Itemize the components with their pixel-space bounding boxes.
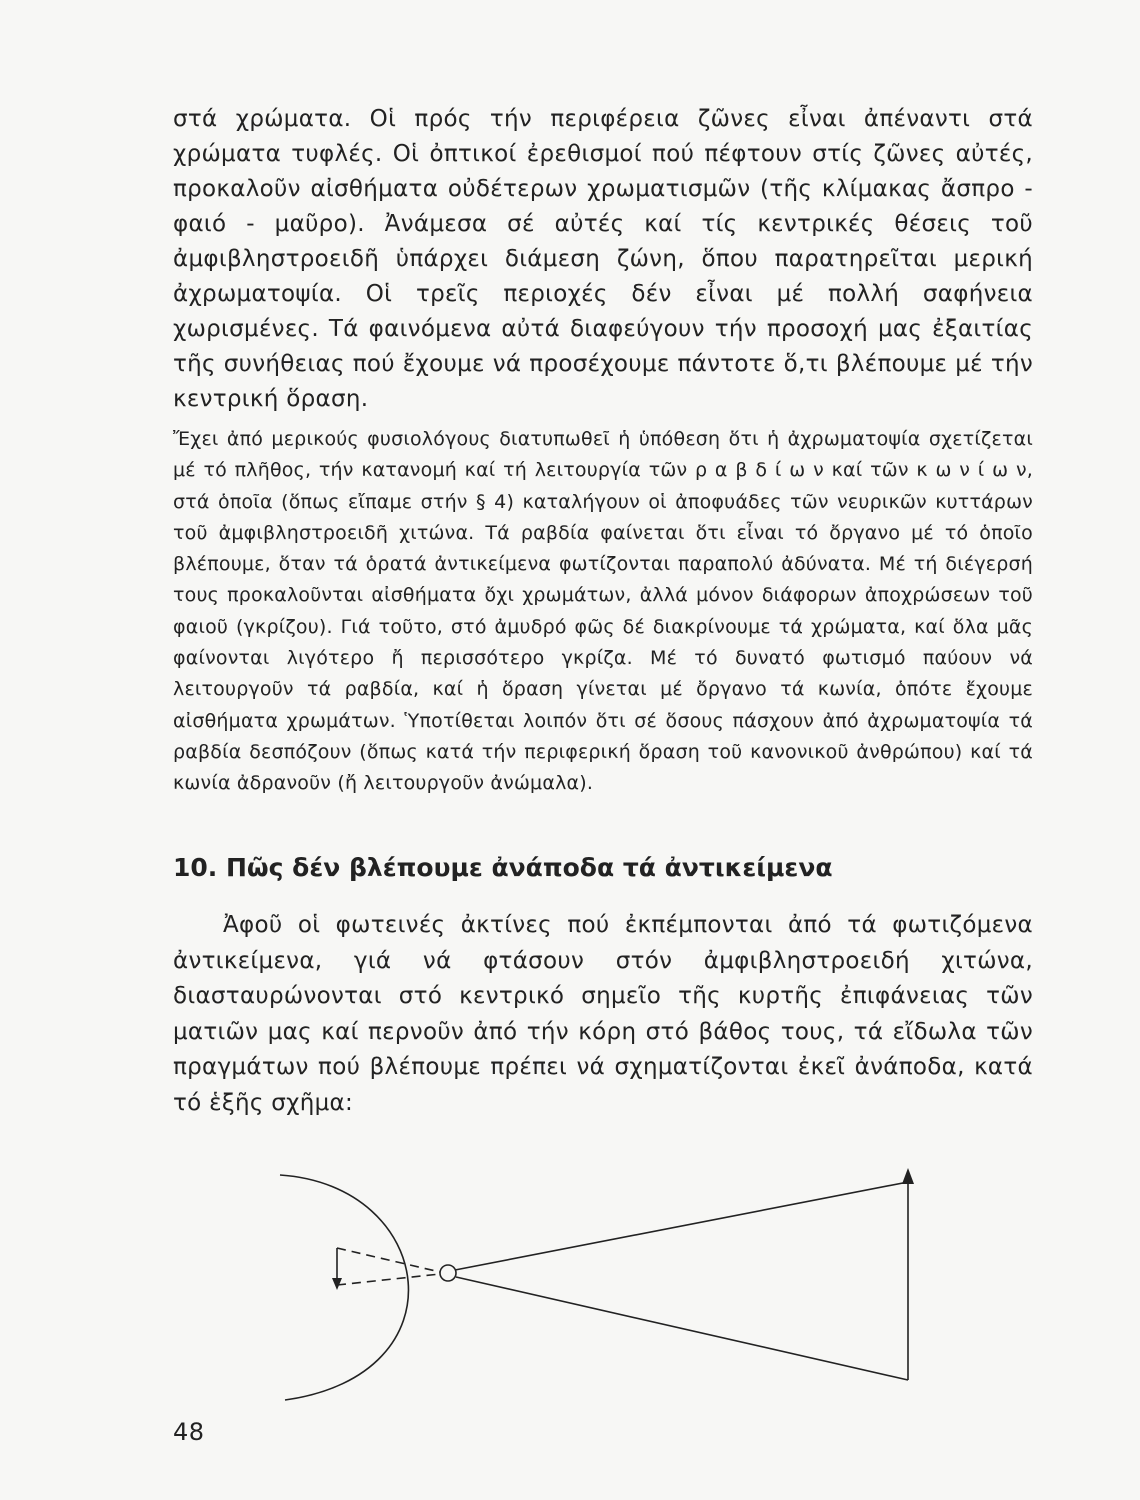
section-heading: 10. Πῶς δέν βλέπουμε ἀνάποδα τά ἀντικείμενα bbox=[173, 853, 833, 882]
ray-upper bbox=[455, 1182, 908, 1270]
body-paragraph: στά χρώματα. Οἱ πρός τήν περιφέρεια ζῶνες εἶναι ἀπέναντι στά χρώματα τυφλές. Οἱ ὀπτικοί ἐρεθισμοί πού πέφτουν στίς ζῶνες αὐτές, προκαλοῦν αἰσθήματα οὐδέτερων χρωματισμῶν (τῆς κλίμακας ἄσπρο - φαιό - μαῦρο). Ἀνάμεσα σέ αὐτές καί τίς κεντρικές θέσεις τοῦ ἀμφιβληστροειδῆ ὑπάρχει διάμεση ζώνη, ὅπου παρατηρεῖται μερική ἀχρωματοψία. Οἱ τρεῖς περιοχές δέν εἶναι μέ πολλή σαφήνεια χωρισμένες. Τά φαινόμενα αὐτά διαφεύγουν τήν προσοχή μας ἐξαιτίας τῆς συνήθειας πού ἔχουμε νά προσέχουμε πάντοτε ὅ,τι βλέπουμε μέ τήν κεντρική ὅραση. bbox=[173, 106, 1033, 412]
dashed-ray-lower bbox=[337, 1274, 440, 1285]
pupil-circle bbox=[440, 1265, 456, 1281]
page-number: 48 bbox=[173, 1418, 205, 1446]
dashed-ray-upper bbox=[337, 1248, 440, 1272]
ray-lower bbox=[456, 1277, 908, 1380]
inverted-image-diagram bbox=[250, 1160, 950, 1420]
note-paragraph: Ἔχει ἀπό μερικούς φυσιολόγους διατυπωθεῖ ἡ ὑπόθεση ὅτι ἡ ἀχρωματοψία σχετίζεται μέ τό πλῆθος, τήν κατανομή καί τή λειτουργία τῶν ρ α β δ ί ω ν καί τῶν κ ω ν ί ω ν, στά ὁποῖα (ὅπως εἴπαμε στήν § 4) καταλήγουν οἱ ἀποφυάδες τῶν νευρικῶν κυττάρων τοῦ ἀμφιβληστροειδῆ χιτώνα. Τά ραβδία φαίνεται ὅτι εἶναι τό ὄργανο μέ τό ὁποῖο βλέπουμε, ὅταν τά ὁρατά ἀντικείμενα φωτίζονται παραπολύ ἀδύνατα. Μέ τή διέγερσή τους προκαλοῦνται αἰσθήματα ὄχι χρωμάτων, ἀλλά μόνον διάφορων ἀποχρώσεων τοῦ φαιοῦ (γκρίζου). Γιά τοῦτο, στό ἀμυδρό φῶς δέ διακρίνουμε τά χρώματα, καί ὅλα μᾶς φαίνονται λιγότερο ἤ περισσότερο γκρίζα. Μέ τό δυνατό φωτισμό παύουν νά λειτουργοῦν τά ραβδία, καί ἡ ὅραση γίνεται μέ ὄργανο τά κωνία, ὁπότε ἔχουμε αἰσθήματα χρωμάτων. Ὑποτίθεται λοιπόν ὅτι σέ ὅσους πάσχουν ἀπό ἀχρωματοψία τά ραβδία δεσπόζουν (ὅπως κατά τήν περιφερική ὅραση τοῦ κανονικοῦ ἀνθρώπου) καί τά κωνία ἀδρανοῦν (ἤ λειτουργοῦν ἀνώμαλα). bbox=[173, 428, 1033, 795]
body-paragraph-section-10: Ἀφοῦ οἱ φωτεινές ἀκτίνες πού ἐκπέμπονται ἀπό τά φωτιζόμενα ἀντικείμενα, γιά νά φτάσουν στόν ἀμφιβληστροειδή χιτώνα, διασταυρώνονται στό κεντρικό σημεῖο τῆς κυρτῆς ἐπιφάνειας τῶν ματιῶν μας καί περνοῦν ἀπό τήν κόρη στό βάθος τους, τά εἴδωλα τῶν πραγμάτων πού βλέπουμε πρέπει νά σχηματίζονται ἐκεῖ ἀνάποδα, κατά τό ἑξῆς σχῆμα: bbox=[173, 912, 1033, 1116]
object-arrowhead bbox=[902, 1168, 914, 1184]
eye-curvature-arc bbox=[280, 1175, 408, 1400]
